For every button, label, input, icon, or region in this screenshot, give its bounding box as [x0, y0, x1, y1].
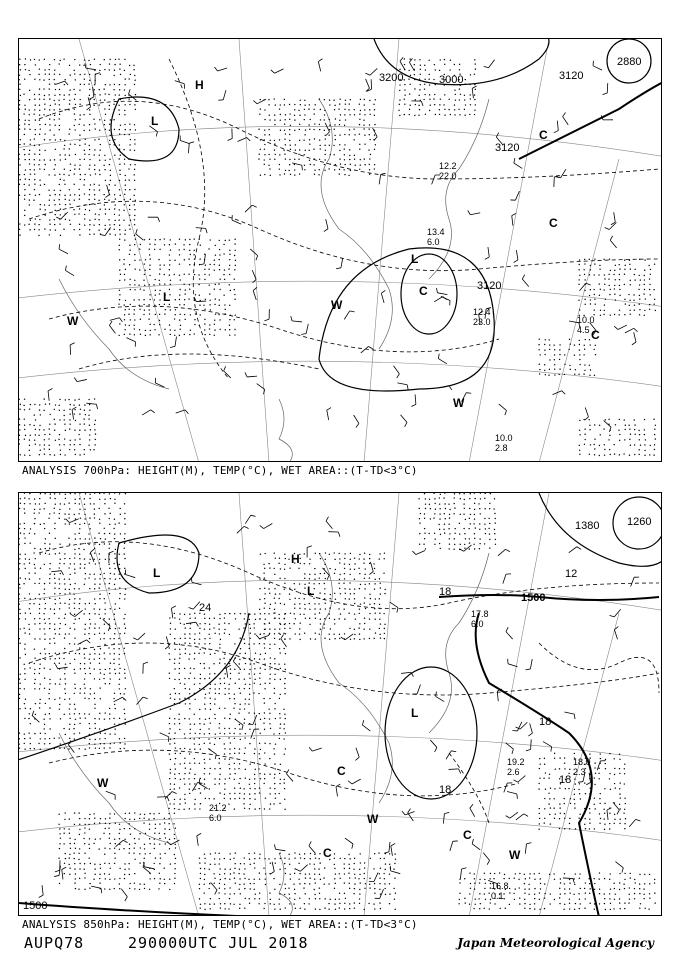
station-value: 2.3: [573, 767, 586, 777]
pressure-center-label: L: [411, 252, 419, 266]
contour-label: 1500: [521, 592, 546, 604]
pressure-center-label: W: [453, 396, 465, 410]
station-value: 0.1: [491, 891, 504, 901]
contour-label: 12: [565, 568, 578, 580]
station-value: 13.4: [427, 227, 445, 237]
contour-label: 3120: [559, 70, 584, 82]
pressure-center-label: C: [337, 764, 346, 778]
pressure-center-label: C: [549, 216, 558, 230]
station-value: 17.8: [471, 609, 489, 619]
pressure-center-label: L: [151, 114, 159, 128]
station-value: 2.6: [507, 767, 520, 777]
contour-label: 1260: [627, 516, 652, 528]
station-value: 4.5: [577, 325, 590, 335]
contour-label: 18: [539, 716, 552, 728]
pressure-center-label: C: [419, 284, 428, 298]
station-value: 12.4: [473, 307, 491, 317]
pressure-center-label: C: [591, 328, 600, 342]
map-panel-700hpa: [18, 38, 662, 462]
contour-label: 18: [439, 586, 452, 598]
station-value: 6.0: [471, 619, 484, 629]
pressure-center-label: C: [539, 128, 548, 142]
station-value: 10.0: [577, 315, 595, 325]
station-value: 21.2: [209, 803, 227, 813]
station-value: 22.0: [439, 171, 457, 181]
contour-label: 18: [559, 774, 572, 786]
wet-area-stipple-700: [19, 58, 656, 456]
station-value: 2.8: [495, 443, 508, 453]
chart-code: AUPQ78: [24, 934, 85, 952]
pressure-center-label: H: [291, 552, 300, 566]
panel-caption-850: ANALYSIS 850hPa: HEIGHT(M), TEMP(°C), WET AREA::(T-TD<3°C): [22, 918, 418, 931]
pressure-center-label: W: [331, 298, 343, 312]
map-canvas-700hpa: [19, 39, 662, 462]
contour-label: 1500: [23, 900, 48, 912]
contour-label: 2880: [617, 56, 642, 68]
pressure-center-label: W: [97, 776, 109, 790]
agency-credit: Japan Meteorological Agency: [457, 936, 654, 950]
contour-label: 3120: [495, 142, 520, 154]
station-value: 6.0: [209, 813, 222, 823]
pressure-center-label: C: [463, 828, 472, 842]
pressure-center-label: W: [67, 314, 79, 328]
pressure-center-label: L: [153, 566, 161, 580]
pressure-center-label: C: [323, 846, 332, 860]
contour-label: 24: [199, 602, 212, 614]
pressure-center-label: L: [411, 706, 419, 720]
pressure-center-label: L: [307, 584, 315, 598]
contour-label: 3200: [379, 72, 404, 84]
station-value: 10.0: [495, 433, 513, 443]
map-panel-850hpa: [18, 492, 662, 916]
station-value: 12.2: [439, 161, 457, 171]
valid-time: 290000UTC JUL 2018: [128, 934, 309, 952]
station-value: 19.2: [507, 757, 525, 767]
station-value: 16.8: [491, 881, 509, 891]
contour-label: 18: [439, 784, 452, 796]
pressure-center-label: L: [163, 290, 171, 304]
panel-caption-700: ANALYSIS 700hPa: HEIGHT(M), TEMP(°C), WET AREA::(T-TD<3°C): [22, 464, 418, 477]
pressure-center-label: W: [367, 812, 379, 826]
contour-label: 1380: [575, 520, 600, 532]
station-value: 6.0: [427, 237, 440, 247]
pressure-center-label: H: [195, 78, 204, 92]
contour-label: 3000: [439, 74, 464, 86]
map-canvas-850hpa: [19, 493, 662, 916]
station-value: 23.0: [473, 317, 491, 327]
station-barbs-850: [32, 515, 640, 901]
pressure-center-label: W: [509, 848, 521, 862]
station-value: 18.0: [573, 757, 591, 767]
contour-label: 3120: [477, 280, 502, 292]
